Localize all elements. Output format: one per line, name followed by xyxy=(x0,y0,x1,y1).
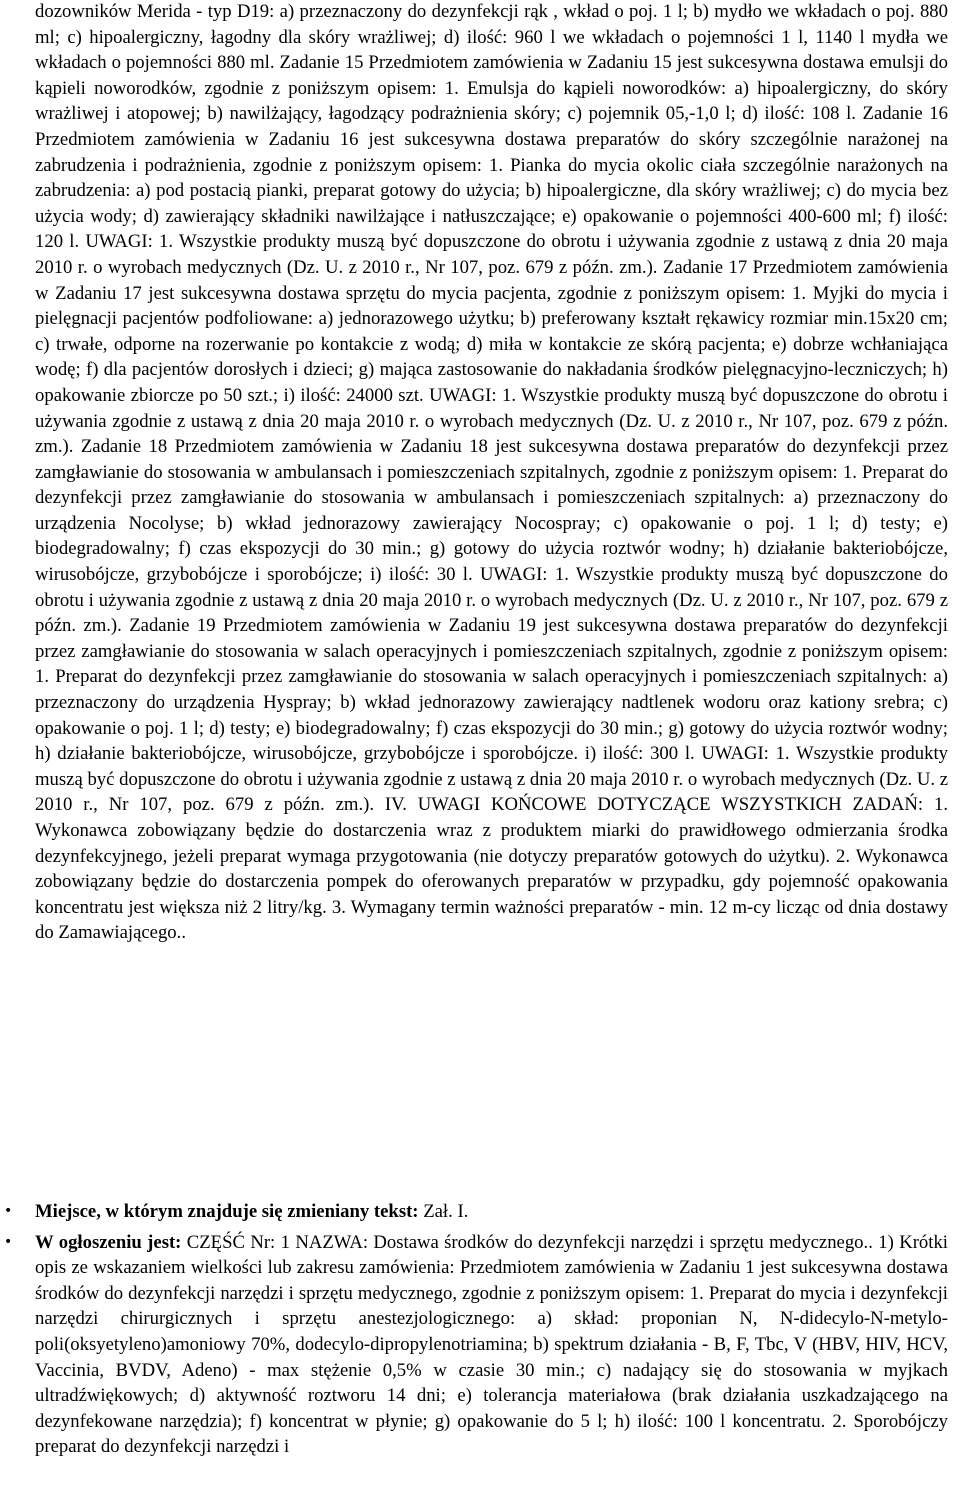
bullet-icon: • xyxy=(4,1203,13,1219)
original-text-value: CZĘŚĆ Nr: 1 NAZWA: Dostawa środków do dezynfekcji narzędzi i sprzętu medycznego.. 1) Krótki opis ze wskazaniem wielkości lub zakresu zamówienia: Przedmiotem zamówienia w Zadaniu 1 jest sukcesywna dostawa środków do dezynfekcji narzędzi i sprzętu medycznego, zgodnie z poniższym opisem: 1. Preparat do mycia i dezynfekcji narzędzi chirurgicznych i sprzętu anestezjologicznego: a) skład: proponian N, N-didecylo-N-metylo-poli(oksyetyleno)amoniowy 70%, dodecylo-dipropylenotriamina; b) spektrum działania - B, F, Tbc, V (HBV, HIV, HCV, Vaccinia, BVDV, Adeno) - max stężenie 0,5% w czasie 30 min.; c) nadający się do stosowania w myjkach ultradźwiękowych; d) aktywność roztworu 14 dni; e) tolerancja materiałowa (brak działania uszkadzającego na dezynfekowane narzędzia); f) koncentrat w płynie; g) opakowanie do 5 l; h) ilość: 100 l koncentratu. 2. Sporobójczy preparat do dezynfekcji narzędzi i xyxy=(35,1231,948,1458)
changed-location-value: Zał. I. xyxy=(418,1201,469,1222)
body-paragraph: dozowników Merida - typ D19: a) przeznaczony do dezynfekcji rąk , wkład o poj. 1 l; b) mydło we wkładach o poj. 880 ml; c) hipoalergiczny, łagodny dla skóry wrażliwej; d) ilość: 960 l we wkładach o pojemności 1 l, 1140 l mydła we wkładach o pojemności 880 ml. Zadanie 15 Przedmiotem zamówienia w Zadaniu 15 jest sukcesywna dostawa emulsji do kąpieli noworodków, zgodnie z poniższym opisem: 1. Emulsja do kąpieli noworodków: a) hipoalergiczny, do skóry wrażliwej i atopowej; b) nawilżający, łagodzący podrażnienia skóry; c) pojemnik 05,-1,0 l; d) ilość: 108 l. Zadanie 16 Przedmiotem zamówienia w Zadaniu 16 jest sukcesywna dostawa preparatów do skóry szczególnie narażonej na zabrudzenia i podrażnienia, zgodnie z poniższym opisem: 1. Pianka do mycia okolic ciała szczególnie narażonych na zabrudzenia: a) pod postacią pianki, preparat gotowy do użycia; b) hipoalergiczne, dla skóry wrażliwej; c) do mycia bez użycia wody; d) zawierający składniki nawilżające i natłuszczające; e) opakowanie o pojemności 400-600 ml; f) ilość: 120 l. UWAGI: 1. Wszystkie produkty muszą być dopuszczone do obrotu i używania zgodnie z ustawą z dnia 20 maja 2010 r. o wyrobach medycznych (Dz. U. z 2010 r., Nr 107, poz. 679 z późn. zm.). Zadanie 17 Przedmiotem zamówienia w Zadaniu 17 jest sukcesywna dostawa sprzętu do mycia pacjenta, zgodnie z poniższym opisem: 1. Myjki do mycia i pielęgnacji pacjentów podfoliowane: a) jednorazowego użytku; b) preferowany kształt rękawicy rozmiar min.15x20 cm; c) trwałe, odporne na rozerwanie po kontakcie z wodą; d) miła w kontakcie ze skórą pacjenta; e) dobrze wchłaniająca wodę; f) dla pacjentów dorosłych i dzieci; g) mająca zastosowanie do nakładania środków pielęgnacyjno-leczniczych; h) opakowanie zbiorcze po 50 szt.; i) ilość: 24000 szt. UWAGI: 1. Wszystkie produkty muszą być dopuszczone do obrotu i używania zgodnie z ustawą z dnia 20 maja 2010 r. o wyrobach medycznych (Dz. U. z 2010 r., Nr 107, poz. 679 z późn. zm.). Zadanie 18 Przedmiotem zamówienia w Zadaniu 18 jest sukcesywna dostawa preparatów do dezynfekcji przez zamgławianie do stosowania w ambulansach i pomieszczeniach szpitalnych, zgodnie z poniższym opisem: 1. Preparat do dezynfekcji przez zamgławianie do stosowania w ambulansach i pomieszczeniach szpitalnych: a) przeznaczony do urządzenia Nocolyse; b) wkład jednorazowy zawierający Nocospray; c) opakowanie o poj. 1 l; d) testy; e) biodegradowalny; f) czas ekspozycji do 30 min.; g) gotowy do użycia roztwór wodny; h) działanie bakteriobójcze, wirusobójcze, grzybobójcze i sporobójcze; i) ilość: 30 l. UWAGI: 1. Wszystkie produkty muszą być dopuszczone do obrotu i używania zgodnie z ustawą z dnia 20 maja 2010 r. o wyrobach medycznych (Dz. U. z 2010 r., Nr 107, poz. 679 z późn. zm.). Zadanie 19 Przedmiotem zamówienia w Zadaniu 19 jest sukcesywna dostawa preparatów do dezynfekcji przez zamgławianie do stosowania w salach operacyjnych i pomieszczeniach szpitalnych, zgodnie z poniższym opisem: 1. Preparat do dezynfekcji przez zamgławianie do stosowania w salach operacyjnych i pomieszczeniach szpitalnych: a) przeznaczony do urządzenia Hyspray; b) wkład jednorazowy zawierający nadtlenek wodoru oraz kationy srebra; c) opakowanie o poj. 1 l; d) testy; e) biodegradowalny; f) czas ekspozycji do 30 min.; g) gotowy do użycia roztwór wodny; h) działanie bakteriobójcze, wirusobójcze, grzybobójcze i sporobójcze. i) ilość: 300 l. UWAGI: 1. Wszystkie produkty muszą być dopuszczone do obrotu i używania zgodnie z ustawą z dnia 20 maja 2010 r. o wyrobach medycznych (Dz. U. z 2010 r., Nr 107, poz. 679 z późn. zm.). IV. UWAGI KOŃCOWE DOTYCZĄCE WSZYSTKICH ZADAŃ: 1. Wykonawca zobowiązany będzie do dostarczenia wraz z produktem miarki do prawidłowego odmierzania środka dezynfekcyjnego, jeżeli preparat wymaga przygotowania (nie dotyczy preparatów gotowych do użytku). 2. Wykonawca zobowiązany będzie do dostarczenia pompek do oferowanych preparatów w przypadku, gdy pojemność opakowania koncentratu jest większa niż 2 litry/kg. 3. Wymagany termin ważności preparatów - min. 12 m-cy licząc od dnia dostawy do Zamawiającego.. xyxy=(35,1,948,944)
list-item-original-text xyxy=(0,1230,948,1460)
bullet-icon: • xyxy=(4,1233,13,1250)
list-item-changed-location xyxy=(0,1199,948,1225)
original-text-label: W ogłoszeniu jest: xyxy=(35,1231,182,1253)
change-notice-list xyxy=(0,1199,960,1460)
changed-location-label: Miejsce, w którym znajduje się zmieniany tekst: xyxy=(35,1201,419,1222)
